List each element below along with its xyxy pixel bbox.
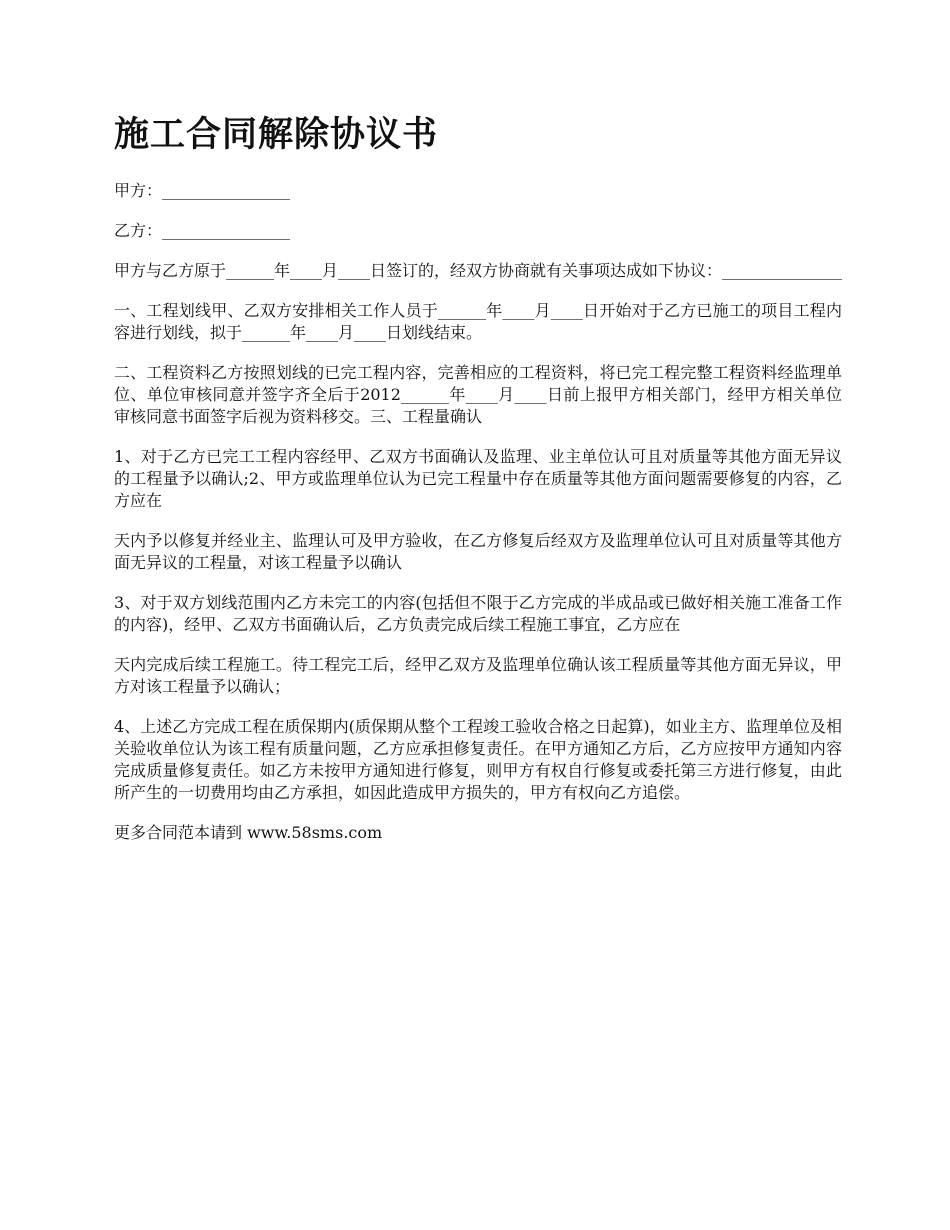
footer-note: 更多合同范本请到 www.58sms.com: [114, 823, 383, 842]
clause-1-paragraph: 一、工程划线甲、乙双方安排相关工作人员于______年____月____日开始对于乙方已施工的项目工程内容进行划线，拟于______年____月____日划线结束。: [114, 301, 842, 342]
intro-paragraph: 甲方与乙方原于______年____月____日签订的，经双方协商就有关事项达成如下协议：_______________: [114, 261, 843, 280]
clause-3-item-4-paragraph: 4、上述乙方完成工程在质保期内(质保期从整个工程竣工验收合格之日起算)，如业主方、监理单位及相关验收单位认为该工程有质量问题，乙方应承担修复责任。在甲方通知乙方后，乙方应按甲方通知内容完成质量修复责任。如乙方未按甲方通知进行修复，则甲方有权自行修复或委托第三方进行修复，由此所产生的一切费用均由乙方承担，如因此造成甲方损失的，甲方有权向乙方追偿。: [114, 717, 842, 802]
party-b-line: 乙方：________________: [114, 221, 291, 240]
clause-2-paragraph: 二、工程资料乙方按照划线的已完工程内容，完善相应的工程资料，将已完工程完整工程资料经监理单位、单位审核同意并签字齐全后于2012______年____月____日前上报甲方相关部门，经甲方相关单位审核同意书面签字后视为资料移交。三、工程量确认: [114, 363, 842, 426]
document-body: [114, 180, 842, 862]
clause-3-item-1-paragraph: 1、对于乙方已完工工程内容经甲、乙双方书面确认及监理、业主单位认可且对质量等其他方面无异议的工程量予以确认;2、甲方或监理单位认为已完工程量中存在质量等其他方面问题需要修复的内容，乙方应在: [114, 447, 842, 510]
party-a-line: 甲方：________________: [114, 181, 291, 200]
clause-3-item-2-paragraph: 天内予以修复并经业主、监理认可及甲方验收，在乙方修复后经双方及监理单位认可且对质量等其他方面无异议的工程量，对该工程量予以确认: [114, 531, 842, 572]
clause-3-item-3-paragraph: 3、对于双方划线范围内乙方未完工的内容(包括但不限于乙方完成的半成品或已做好相关施工准备工作的内容)，经甲、乙双方书面确认后，乙方负责完成后续工程施工事宜，乙方应在: [114, 593, 842, 634]
clause-3-item-3-continued-paragraph: 天内完成后续工程施工。待工程完工后，经甲乙双方及监理单位确认该工程质量等其他方面无异议，甲方对该工程量予以确认；: [114, 655, 842, 696]
document-title: 施工合同解除协议书: [114, 114, 439, 155]
